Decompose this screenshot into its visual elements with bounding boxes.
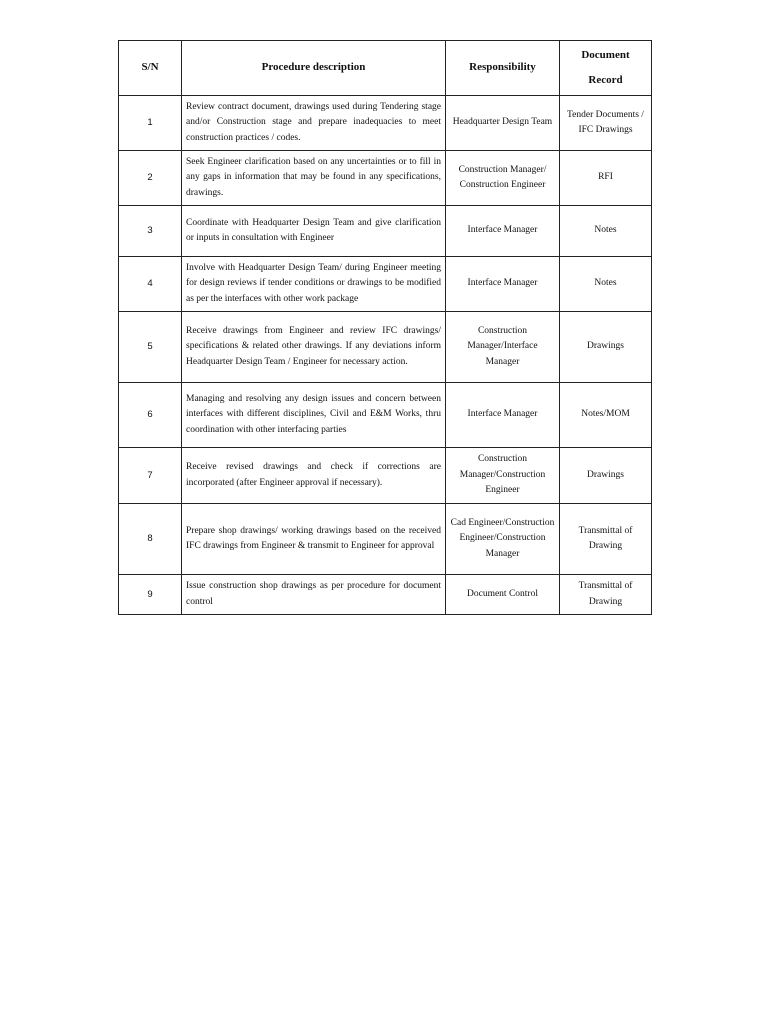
table-row <box>119 206 652 257</box>
row-document: Transmittal of Drawing <box>560 575 652 615</box>
row-document: Drawings <box>560 448 652 504</box>
row-responsibility: Construction Manager/ Construction Engineer <box>446 151 560 206</box>
row-sn: 2 <box>119 151 182 206</box>
row-procedure: Issue construction shop drawings as per procedure for document control <box>182 575 446 615</box>
row-document: RFI <box>560 151 652 206</box>
table-row <box>119 257 652 312</box>
row-document: Notes <box>560 257 652 312</box>
row-responsibility: Interface Manager <box>446 257 560 312</box>
row-sn: 5 <box>119 312 182 383</box>
row-responsibility: Headquarter Design Team <box>446 96 560 151</box>
table-row <box>119 504 652 575</box>
row-procedure: Coordinate with Headquarter Design Team and give clarification or inputs in consultation with Engineer <box>182 206 446 257</box>
header-procedure-description: Procedure description <box>182 41 446 96</box>
table-row <box>119 96 652 151</box>
table-row <box>119 448 652 504</box>
row-responsibility: Construction Manager/Interface Manager <box>446 312 560 383</box>
table-row <box>119 383 652 448</box>
table-row <box>119 575 652 615</box>
row-procedure: Seek Engineer clarification based on any uncertainties or to fill in any gaps in information that may be found in any specifications, drawings. <box>182 151 446 206</box>
row-sn: 6 <box>119 383 182 448</box>
row-responsibility: Document Control <box>446 575 560 615</box>
row-document: Notes/MOM <box>560 383 652 448</box>
row-procedure: Prepare shop drawings/ working drawings based on the received IFC drawings from Engineer & transmit to Engineer for approval <box>182 504 446 575</box>
row-document: Tender Documents / IFC Drawings <box>560 96 652 151</box>
table-row <box>119 151 652 206</box>
row-responsibility: Interface Manager <box>446 383 560 448</box>
row-sn: 1 <box>119 96 182 151</box>
row-responsibility: Cad Engineer/Construction Engineer/Construction Manager <box>446 504 560 575</box>
row-document: Transmittal of Drawing <box>560 504 652 575</box>
row-procedure: Involve with Headquarter Design Team/ during Engineer meeting for design reviews if tender conditions or drawings to be modified as per the interfaces with other work package <box>182 257 446 312</box>
row-sn: 8 <box>119 504 182 575</box>
row-sn: 4 <box>119 257 182 312</box>
header-responsibility: Responsibility <box>446 41 560 96</box>
row-procedure: Review contract document, drawings used during Tendering stage and/or Construction stage and prepare inadequacies to meet construction practices / codes. <box>182 96 446 151</box>
row-responsibility: Construction Manager/Construction Engineer <box>446 448 560 504</box>
row-procedure: Receive drawings from Engineer and review IFC drawings/ specifications & related other drawings. If any deviations inform Headquarter Design Team / Engineer for necessary action. <box>182 312 446 383</box>
row-responsibility: Interface Manager <box>446 206 560 257</box>
table-row <box>119 312 652 383</box>
header-sn: S/N <box>119 41 182 96</box>
row-document: Notes <box>560 206 652 257</box>
row-procedure: Receive revised drawings and check if corrections are incorporated (after Engineer approval if necessary). <box>182 448 446 504</box>
row-document: Drawings <box>560 312 652 383</box>
row-sn: 9 <box>119 575 182 615</box>
row-procedure: Managing and resolving any design issues and concern between interfaces with different disciplines, Civil and E&M Works, thru coordination with other interfacing parties <box>182 383 446 448</box>
row-sn: 3 <box>119 206 182 257</box>
row-sn: 7 <box>119 448 182 504</box>
table-header-row <box>119 41 652 96</box>
procedure-table <box>118 40 652 615</box>
header-document-record: Document Record <box>560 41 652 96</box>
